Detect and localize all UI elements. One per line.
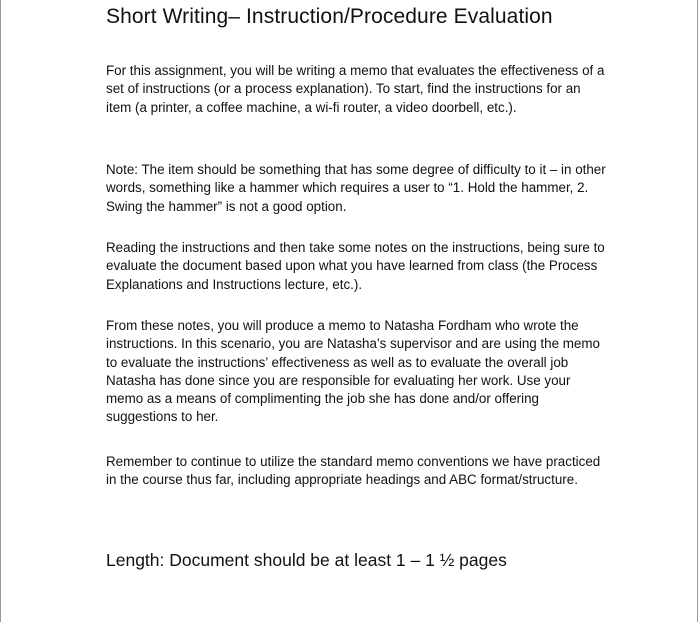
paragraph-memo-scenario: From these notes, you will produce a memo to Natasha Fordham who wrote the instructions. In this scenario, you are Natasha’s supervisor and are using the memo to evaluate the instructions’ effectiveness as well as to evaluate the overall job Natasha has done since you are responsible for evaluating her work. Use your memo as a means of complimenting the job she has done and/or offering suggestions to her. [106, 318, 600, 425]
paragraph-memo-conventions: Remember to continue to utilize the standard memo conventions we have practiced in the course thus far, including appropriate headings and ABC format/structure. [106, 454, 601, 488]
length-requirement: Length: Document should be at least 1 – 1 ½ pages [106, 550, 507, 570]
paragraph-item-note: Note: The item should be something that has some degree of difficulty to it – in other words, something like a hammer which requires a user to “1. Hold the hammer, 2. Swing the hammer” is not a good option. [106, 162, 606, 214]
document-title: Short Writing– Instruction/Procedure Evaluation [106, 5, 553, 28]
paragraph-assignment-overview: For this assignment, you will be writing a memo that evaluates the effectiveness of a set of instructions (or a process explanation). To start, find the instructions for an item (a printer, a coffee machine, a wi-fi router, a video doorbell, etc.). [106, 63, 605, 115]
paragraph-notes-instructions: Reading the instructions and then take some notes on the instructions, being sure to evaluate the document based upon what you have learned from class (the Process Explanations and Instructions lecture, etc.). [106, 240, 605, 292]
